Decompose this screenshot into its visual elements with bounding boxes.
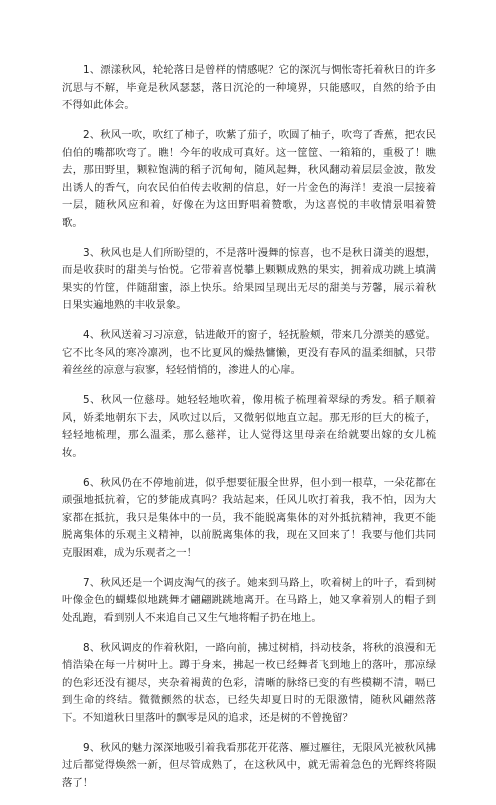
paragraph-1: 1、漂漾秋风，轮轮落日是曾样的情感呢？它的深沉与惆怅寄托着秋日的许多沉思与不解，毕竟是秋风瑟瑟，落日沉沦的一种境界，只能感叹，自然的给予由不得如此体会。	[62, 64, 436, 111]
paragraph-6: 6、秋风仍在不停地前进，似乎想要征服全世界，但小到一根草，一朵花都在顽强地抵抗着，它的梦能成真吗？我站起来，任风儿吹打着我，我不怕，因为大家都在抵抗，我只是集体中的一员，我不能脱离集体的对外抵抗精神，我更不能脱离集体的乐观主义精神，以前脱离集体的我，现在又回来了！我要与他们共同克服困难，成为乐观者之一！	[62, 476, 436, 559]
paragraph-8: 8、秋风调皮的作着秋阳，一路向前，拂过树梢，抖动枝条，将秋的浪漫和无悄浩染在每一片树叶上。蹲于身来，拂起一枚已经舞者飞到地上的落叶，那凉绿的色彩还没有褪尽，夹杂着褐黄的色彩，清晰的脉络已变的有些模糊不清，嗝已到生命的终结。微微颤然的状态，已经失却夏日时的无限激情，随秋风翩然落下。不知道秋日里落叶的飘零是风的追求，还是树的不曾挽留？	[62, 641, 436, 724]
paragraph-4: 4、秋风送着习习凉意，钻进敞开的窗子，轻抚脸颊，带来几分漂美的感觉。它不比冬风的寒冷凛冽，也不比夏风的燥热慵懒，更没有春风的温柔细腻，只带着丝丝的凉意与寂寥，轻轻悄悄的，渗进人的心扉。	[62, 329, 436, 376]
paragraph-7: 7、秋风还是一个调皮淘气的孩子。她来到马路上，吹着树上的叶子，看到树叶像金色的蝴蝶似地跳舞才翩翩跳跳地离开。在马路上，她又拿着别人的帽子到处乱跑，看到别人不来追自己又生气地将帽子扔在地上。	[62, 576, 436, 624]
paragraph-2: 2、秋风一吹，吹红了柿子，吹紫了茄子，吹圆了柚子，吹弯了香蕉，把农民伯伯的嘴都吹弯了。瞧！今年的收成可真好。这一筐筐、一箱箱的，重极了！瞧去，那田野里，颗粒饱满的稻子沉甸甸，随风起舞，秋风翻动着层层金波，散发出诱人的香气，向农民伯伯传去收割的信息，好一片金色的海洋！麦浪一层接着一层，随秋风应和着，好像在为这田野唱着赞歌，为这喜悦的丰收情景唱着赞歌。	[62, 129, 436, 229]
paragraph-5: 5、秋风一位慈母。她轻轻地吹着，像用梳子梳理着翠绿的秀发。稻子顺着风，娇柔地朝东下去，风吹过以后，又微躬似地直立起。那无形的巨大的梳子，轻轻地梳理，那么温柔，那么慈祥，让人觉得这里母亲在给就要出嫁的女儿梳妆。	[62, 394, 436, 459]
paragraph-3: 3、秋风也是人们所盼望的，不是落叶漫舞的惊喜，也不是秋日潇美的遐想，而是收获时的甜美与怡悦。它带着喜悦攀上颗颗成熟的果实，拥着成功跳上填满果实的竹筐，伴随甜蜜，添上快乐。给果园呈现出无尽的甜美与芳馨，展示着秋日果实遍地熟的丰收景象。	[62, 246, 436, 311]
paragraph-9: 9、秋风的魅力深深地吸引着我看那花开花落、雁过雁往，无限风光被秋风拂过后都觉得焕然一新，但尽管成熟了，在这秋风中，就无需着急色的光辉终将陨落了！	[62, 741, 436, 789]
document-body	[62, 62, 436, 805]
